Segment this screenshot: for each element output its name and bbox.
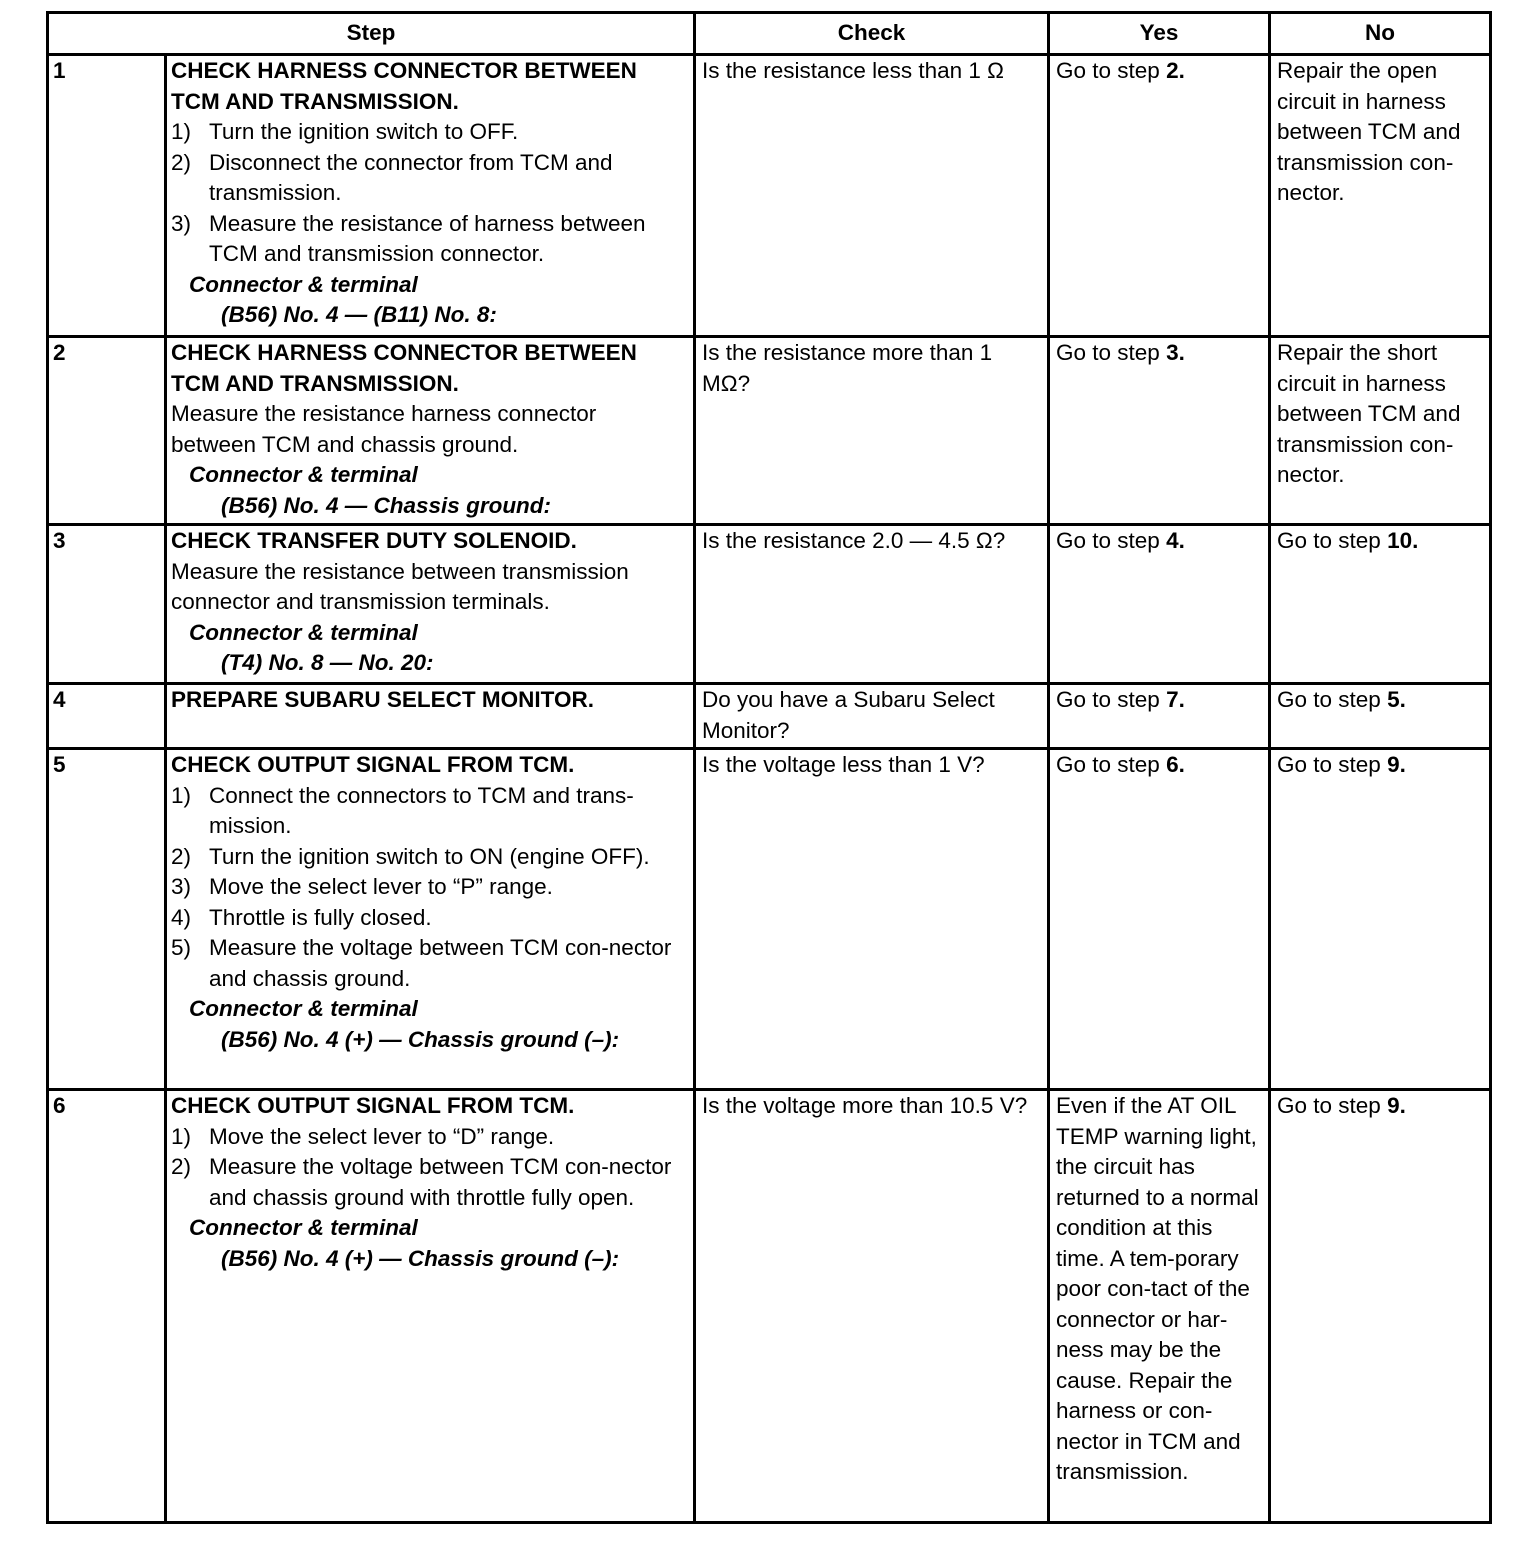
table-row <box>48 337 1491 525</box>
yes-cell: Go to step 3. <box>1049 337 1270 525</box>
step-title: CHECK TRANSFER DUTY SOLENOID. <box>171 528 577 553</box>
step-title: CHECK HARNESS CONNECTOR BETWEEN TCM AND TRANSMISSION. <box>171 340 637 396</box>
connector-value: (T4) No. 8 — No. 20: <box>221 650 434 675</box>
header-row <box>48 13 1491 55</box>
step-cell <box>166 525 695 684</box>
step-number: 4 <box>48 684 166 749</box>
connector-value: (B56) No. 4 — Chassis ground: <box>221 492 552 518</box>
list-item: 2) Measure the voltage between TCM con-nector and chassis ground with throttle fully open. <box>171 1154 672 1210</box>
step-title: CHECK HARNESS CONNECTOR BETWEEN TCM AND TRANSMISSION. <box>171 58 637 114</box>
connector-label: Connector & terminal <box>189 462 418 487</box>
connector-value: (B56) No. 4 (+) — Chassis ground (–): <box>221 1026 620 1052</box>
step-number: 6 <box>48 1090 166 1523</box>
connector-value: (B56) No. 4 (+) — Chassis ground (–): <box>221 1245 620 1271</box>
header-check: Check <box>695 13 1049 55</box>
header-yes: Yes <box>1049 13 1270 55</box>
table-row <box>48 55 1491 337</box>
connector-label: Connector & terminal <box>189 619 418 645</box>
step-cell <box>166 749 695 1090</box>
step-number: 2 <box>48 337 166 525</box>
step-title: CHECK OUTPUT SIGNAL FROM TCM. <box>171 1093 575 1118</box>
no-cell: Go to step 9. <box>1270 749 1491 1090</box>
step-body: Measure the resistance between transmission connector and transmission terminals. <box>171 558 629 614</box>
no-cell: Go to step 10. <box>1270 525 1491 684</box>
list-item: 3) Move the select lever to “P” range. <box>171 874 553 899</box>
step-body: Measure the resistance harness connector between TCM and chassis ground. <box>171 401 597 457</box>
list-item: 1) Turn the ignition switch to OFF. <box>171 119 519 144</box>
no-cell: Repair the open circuit in harness between TCM and transmission con-nector. <box>1270 55 1491 337</box>
yes-cell: Go to step 2. <box>1049 55 1270 337</box>
no-cell: Go to step 9. <box>1270 1090 1491 1523</box>
list-item: 2) Disconnect the connector from TCM and transmission. <box>171 149 613 205</box>
check-cell: Is the voltage more than 10.5 V? <box>695 1090 1049 1523</box>
yes-cell: Go to step 4. <box>1049 525 1270 684</box>
check-cell: Is the resistance more than 1 MΩ? <box>695 337 1049 525</box>
list-item: 5) Measure the voltage between TCM con-nector and chassis ground. <box>171 935 672 991</box>
no-cell: Repair the short circuit in harness between TCM and transmission con-nector. <box>1270 337 1491 525</box>
list-item: 2) Turn the ignition switch to ON (engine OFF). <box>171 843 650 869</box>
connector-value: (B56) No. 4 — (B11) No. 8: <box>221 302 497 327</box>
header-step: Step <box>48 13 695 55</box>
step-cell <box>166 55 695 337</box>
check-cell: Is the resistance 2.0 — 4.5 Ω? <box>695 525 1049 684</box>
list-item: 3) Measure the resistance of harness between TCM and transmission connector. <box>171 210 646 266</box>
connector-label: Connector & terminal <box>189 271 418 297</box>
list-item: 4) Throttle is fully closed. <box>171 904 432 930</box>
list-item: 1) Move the select lever to “D” range. <box>171 1123 555 1149</box>
step-cell <box>166 337 695 525</box>
yes-cell: Go to step 6. <box>1049 749 1270 1090</box>
step-number: 3 <box>48 525 166 684</box>
diagnostic-table <box>46 11 1492 1524</box>
step-cell <box>166 684 695 749</box>
step-cell <box>166 1090 695 1523</box>
connector-label: Connector & terminal <box>189 1215 418 1240</box>
no-cell: Go to step 5. <box>1270 684 1491 749</box>
yes-cell: Even if the AT OIL TEMP warning light, the circuit has returned to a normal condition at this time. A tem-porary poor con-tact of the connector or har-ness may be the cause. Repair the harness or con-nector in TCM and transmission. <box>1049 1090 1270 1523</box>
check-cell: Do you have a Subaru Select Monitor? <box>695 684 1049 749</box>
header-no: No <box>1270 13 1491 55</box>
table-row <box>48 684 1491 749</box>
step-number: 5 <box>48 749 166 1090</box>
table-row <box>48 749 1491 1090</box>
table-row <box>48 1090 1491 1523</box>
table-row <box>48 525 1491 684</box>
list-item: 1) Connect the connectors to TCM and trans-mission. <box>171 782 634 838</box>
check-cell: Is the resistance less than 1 Ω <box>695 55 1049 337</box>
step-number: 1 <box>48 55 166 337</box>
connector-label: Connector & terminal <box>189 996 418 1021</box>
check-cell: Is the voltage less than 1 V? <box>695 749 1049 1090</box>
step-title: PREPARE SUBARU SELECT MONITOR. <box>171 687 594 712</box>
step-title: CHECK OUTPUT SIGNAL FROM TCM. <box>171 752 575 777</box>
yes-cell: Go to step 7. <box>1049 684 1270 749</box>
